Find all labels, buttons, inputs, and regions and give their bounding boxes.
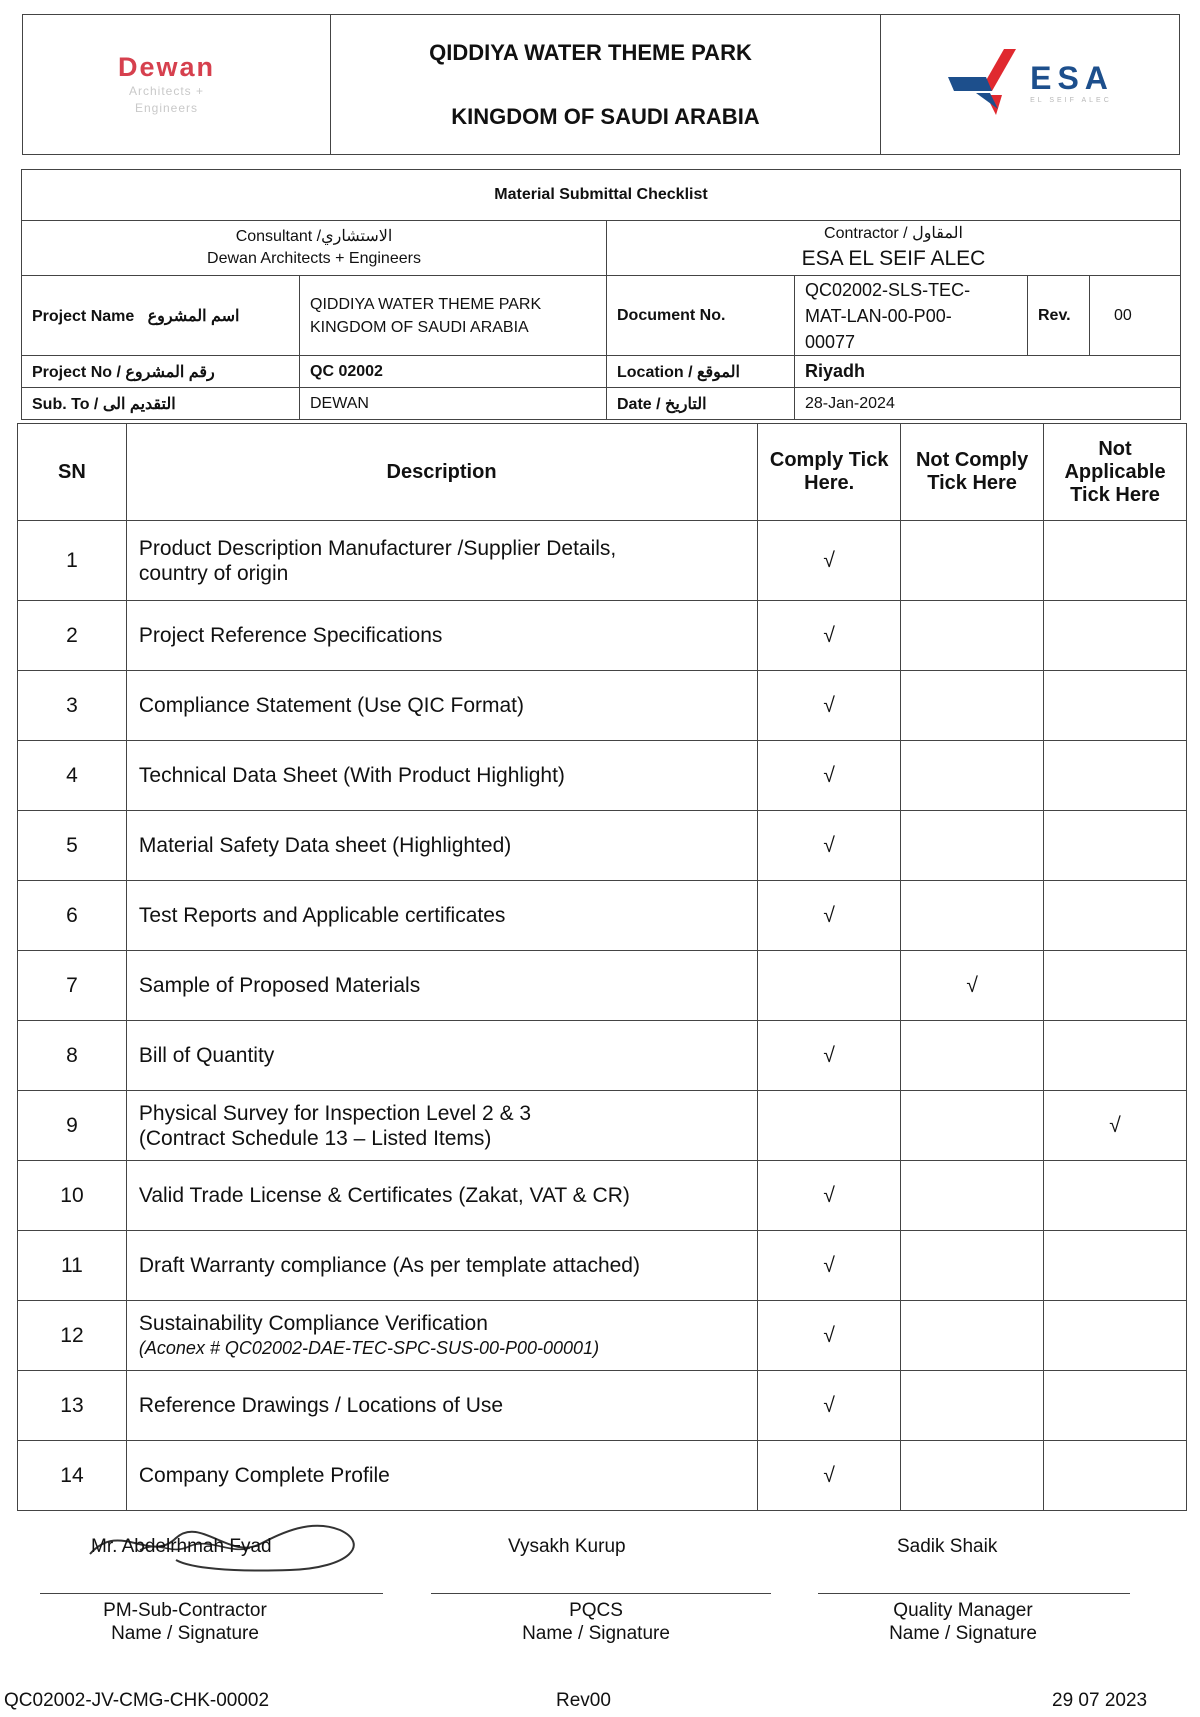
project-name-value2: KINGDOM OF SAUDI ARABIA [310,318,529,336]
project-name-label-cell [22,276,300,356]
tick-icon: √ [823,623,835,647]
document-no-line1: QC02002-SLS-TEC- [805,279,971,300]
row-not-comply-cell [901,741,1044,811]
row-comply-cell [758,1301,901,1371]
header-title-line2: KINGDOM OF SAUDI ARABIA [451,103,760,129]
row-comply-cell [758,951,901,1021]
row-description-line1: Sample of Proposed Materials [138,974,421,997]
sub-to-label: Sub. To / التقديم الى [22,388,300,420]
table-row [18,1091,1187,1161]
signature-name-2: Vysakh Kurup [508,1536,626,1557]
header-na [1044,424,1187,521]
table-row [18,1371,1187,1441]
project-name-value-cell [300,276,607,356]
row-description [126,521,757,601]
row-description-line1: Material Safety Data sheet (Highlighted) [138,834,512,857]
signature-role-1 [40,1599,330,1645]
row-na-cell [1044,601,1187,671]
row-not-comply-cell [901,671,1044,741]
row-not-comply-cell [901,601,1044,671]
tick-icon: √ [823,1393,835,1417]
tick-icon: √ [1109,1113,1121,1137]
row-sn: 13 [18,1371,127,1441]
table-row [18,521,1187,601]
location-label: Location / الموقع [607,356,795,388]
row-comply-cell [758,521,901,601]
date-value: 28-Jan-2024 [795,388,1181,420]
sub-to-value: DEWAN [300,388,607,420]
row-na-cell [1044,1091,1187,1161]
esa-logo-text: ESA [1030,60,1114,96]
project-no-value: QC 02002 [300,356,607,388]
tick-icon: √ [823,1323,835,1347]
footer-revision: Rev00 [556,1690,611,1711]
row-description [126,601,757,671]
row-sn: 7 [18,951,127,1021]
rev-label: Rev. [1028,276,1090,356]
dewan-logo: Dewan [117,52,216,82]
tick-icon: √ [823,903,835,927]
row-comply-cell [758,1161,901,1231]
document-no-line3: 00077 [805,331,856,352]
row-comply-cell [758,1021,901,1091]
header-na-l2: Applicable [1064,460,1166,483]
row-description-line1: Test Reports and Applicable certificates [138,904,506,927]
rev-value: 00 [1090,276,1181,356]
row-description-line1: Reference Drawings / Locations of Use [138,1394,504,1417]
table-row [18,1301,1187,1371]
row-description-line1: Company Complete Profile [138,1464,390,1487]
row-comply-cell [758,741,901,811]
tick-icon: √ [823,1463,835,1487]
row-sn: 8 [18,1021,127,1091]
dewan-logo-sub1: Architects + [128,84,205,98]
esa-logo-sub: EL SEIF ALEC [1030,97,1112,104]
signature-role-3-caption: Name / Signature [889,1623,1037,1644]
tick-icon: √ [823,548,835,572]
row-na-cell [1044,811,1187,881]
row-na-cell [1044,1371,1187,1441]
header-comply-l1: Comply Tick [769,449,889,471]
row-description [126,671,757,741]
header-not-comply-l1: Not Comply [915,449,1029,471]
consultant-label: Consultant /الاستشاري [235,228,393,245]
checklist-body [18,521,1187,1511]
header-not-comply-l2: Tick Here [927,472,1017,494]
date-label: Date / التاريخ [607,388,795,420]
row-comply-cell [758,811,901,881]
row-description [126,1161,757,1231]
row-not-comply-cell [901,1441,1044,1511]
row-description-line1: Valid Trade License & Certificates (Zakat, VAT & CR) [138,1184,630,1207]
row-na-cell [1044,1161,1187,1231]
row-description-line1: Bill of Quantity [138,1044,275,1067]
row-sn: 10 [18,1161,127,1231]
info-table [21,169,1181,420]
tick-icon: √ [823,833,835,857]
row-description [126,1091,757,1161]
header-title-line1: QIDDIYA WATER THEME PARK [429,39,752,65]
row-description-line1: Product Description Manufacturer /Supplier Details, [138,536,617,560]
signature-line-2 [431,1593,771,1594]
row-description-line1: Compliance Statement (Use QIC Format) [138,694,525,717]
row-description-line1: Draft Warranty compliance (As per template attached) [138,1254,640,1277]
row-na-cell [1044,521,1187,601]
row-na-cell [1044,1231,1187,1301]
contractor-value: ESA EL SEIF ALEC [801,247,986,270]
row-not-comply-cell [901,881,1044,951]
row-na-cell [1044,741,1187,811]
row-comply-cell [758,601,901,671]
project-no-label: Project No / رقم المشروع [22,356,300,388]
header-table [22,14,1180,155]
project-name-label-ar: اسم المشروع [147,307,240,325]
row-description [126,1021,757,1091]
header-sn: SN [18,424,127,521]
row-description [126,1441,757,1511]
tick-icon: √ [823,693,835,717]
row-description [126,1301,757,1371]
row-description [126,1231,757,1301]
table-row [18,671,1187,741]
header-logo-right-cell [881,15,1180,155]
consultant-cell [22,221,607,276]
row-not-comply-cell [901,1371,1044,1441]
row-sn: 9 [18,1091,127,1161]
row-description-line2: country of origin [138,561,289,585]
table-row [18,881,1187,951]
row-not-comply-cell [901,1161,1044,1231]
row-description-line1: Technical Data Sheet (With Product Highlight) [138,764,565,787]
row-description-line1: Project Reference Specifications [138,624,443,647]
row-sn: 12 [18,1301,127,1371]
esa-logo-mark-icon [946,47,1026,117]
row-comply-cell [758,1091,901,1161]
row-description-line1: Physical Survey for Inspection Level 2 & 3 [138,1101,532,1125]
row-description [126,811,757,881]
table-row [18,1441,1187,1511]
row-description-line2: (Aconex # QC02002-DAE-TEC-SPC-SUS-00-P00-00001) [138,1337,600,1358]
tick-icon: √ [823,1043,835,1067]
project-name-label: Project Name [32,307,135,325]
row-description-line1: Sustainability Compliance Verification [138,1311,488,1335]
document-no-label: Document No. [607,276,795,356]
signature-name-1: Mr. Abdelrhmah Fyad [91,1536,272,1557]
table-row [18,1021,1187,1091]
form-title: Material Submittal Checklist [22,170,1181,221]
tick-icon: √ [823,1253,835,1277]
row-sn: 5 [18,811,127,881]
header-na-l3: Tick Here [1070,483,1160,506]
signature-role-2 [431,1599,761,1645]
document-no-value-cell [795,276,1028,356]
row-not-comply-cell [901,1301,1044,1371]
row-sn: 1 [18,521,127,601]
contractor-label: Contractor / المقاول [824,225,963,242]
header-title-cell [331,15,881,155]
signature-line-3 [818,1593,1130,1594]
header-not-comply [901,424,1044,521]
row-sn: 6 [18,881,127,951]
row-na-cell [1044,1021,1187,1091]
row-description [126,951,757,1021]
row-not-comply-cell [901,811,1044,881]
signature-name-3: Sadik Shaik [897,1536,998,1557]
row-not-comply-cell [901,1091,1044,1161]
header-comply [758,424,901,521]
signature-role-3-title: Quality Manager [893,1600,1033,1621]
table-row [18,741,1187,811]
row-not-comply-cell [901,1231,1044,1301]
signature-role-2-caption: Name / Signature [522,1623,670,1644]
row-description [126,741,757,811]
project-name-value1: QIDDIYA WATER THEME PARK [310,295,542,313]
tick-icon: √ [823,763,835,787]
table-row [18,601,1187,671]
signature-role-2-title: PQCS [569,1600,623,1621]
row-comply-cell [758,1441,901,1511]
signature-role-1-caption: Name / Signature [111,1623,259,1644]
row-description-line2: (Contract Schedule 13 – Listed Items) [138,1126,492,1150]
footer-doc-ref: QC02002-JV-CMG-CHK-00002 [4,1690,270,1711]
row-sn: 4 [18,741,127,811]
table-row [18,951,1187,1021]
signature-line-1 [40,1593,383,1594]
row-description [126,1371,757,1441]
row-comply-cell [758,881,901,951]
row-comply-cell [758,1371,901,1441]
row-na-cell [1044,1301,1187,1371]
checklist-table [17,423,1187,1511]
header-na-l1: Not [1098,437,1132,460]
table-row [18,811,1187,881]
location-value: Riyadh [795,356,1181,388]
row-sn: 14 [18,1441,127,1511]
row-not-comply-cell [901,951,1044,1021]
header-comply-l2: Here. [804,472,855,494]
row-not-comply-cell [901,1021,1044,1091]
document-no-line2: MAT-LAN-00-P00- [805,305,952,326]
table-row [18,1161,1187,1231]
row-na-cell [1044,881,1187,951]
row-sn: 11 [18,1231,127,1301]
consultant-value: Dewan Architects + Engineers [207,250,421,267]
dewan-logo-sub2: Engineers [134,101,199,115]
tick-icon: √ [823,1183,835,1207]
footer-date: 29 07 2023 [1052,1690,1148,1711]
row-na-cell [1044,671,1187,741]
row-description [126,881,757,951]
row-na-cell [1044,1441,1187,1511]
row-sn: 3 [18,671,127,741]
header-description: Description [126,424,757,521]
row-sn: 2 [18,601,127,671]
header-logo-left-cell [23,15,331,155]
signature-role-1-title: PM-Sub-Contractor [103,1600,267,1621]
row-na-cell [1044,951,1187,1021]
row-comply-cell [758,1231,901,1301]
contractor-cell [607,221,1181,276]
table-row [18,1231,1187,1301]
signature-role-3 [818,1599,1108,1645]
row-comply-cell [758,671,901,741]
tick-icon: √ [966,973,978,997]
row-not-comply-cell [901,521,1044,601]
